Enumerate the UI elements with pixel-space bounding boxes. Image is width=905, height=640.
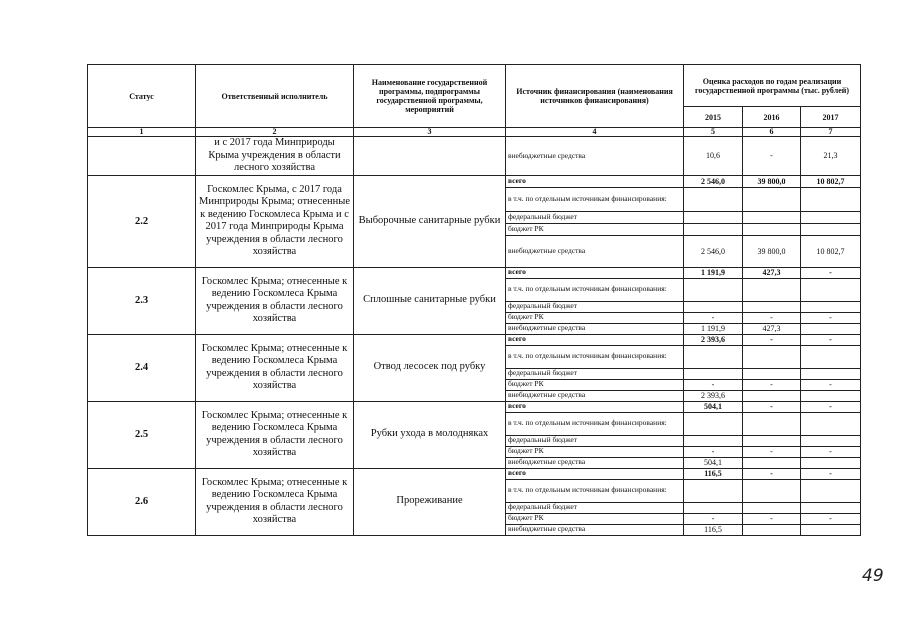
amount-2017-cell	[801, 502, 861, 513]
executor-cell: Госкомлес Крыма; отнесенные к ведению Госкомлеса Крыма учреждения в области лесного хозяйства	[196, 334, 354, 401]
amount-2015-cell: 116,5	[684, 468, 743, 479]
amount-2017-cell: -	[801, 334, 861, 345]
amount-2016-cell	[743, 479, 801, 502]
amount-2017-cell	[801, 390, 861, 401]
amount-2015-cell: -	[684, 379, 743, 390]
table-row	[88, 175, 861, 187]
column-number: 5	[684, 128, 743, 137]
funding-source-cell: федеральный бюджет	[506, 211, 684, 223]
measure-name-cell	[354, 137, 506, 176]
status-code-cell: 2.6	[88, 468, 196, 535]
header-row	[88, 65, 861, 107]
amount-2017-cell	[801, 323, 861, 334]
funding-source-cell: федеральный бюджет	[506, 435, 684, 446]
funding-source-cell: федеральный бюджет	[506, 301, 684, 312]
amount-2015-cell	[684, 278, 743, 301]
amount-2016-cell	[743, 524, 801, 535]
amount-2017-cell: -	[801, 468, 861, 479]
table-row	[88, 468, 861, 479]
amount-2017-cell	[801, 301, 861, 312]
amount-2016-cell: -	[743, 379, 801, 390]
amount-2015-cell	[684, 435, 743, 446]
amount-2015-cell: 2 393,6	[684, 334, 743, 345]
measure-name-cell: Отвод лесосек под рубку	[354, 334, 506, 401]
page-number: 49	[862, 566, 884, 586]
executor-cell: Госкомлес Крыма, с 2017 года Минприроды Крыма; отнесенные к ведению Госкомлеса Крыма и с 2017 года Минприроды Крыма учреждения в области лесного хозяйства	[196, 175, 354, 267]
funding-source-cell: всего	[506, 468, 684, 479]
amount-2016-cell: -	[743, 312, 801, 323]
amount-2016-cell: -	[743, 513, 801, 524]
executor-cell: и с 2017 года Минприроды Крыма учреждения в области лесного хозяйства	[196, 137, 354, 176]
status-code-cell	[88, 137, 196, 176]
amount-2015-cell	[684, 223, 743, 235]
amount-2015-cell: 1 191,9	[684, 323, 743, 334]
amount-2017-cell	[801, 345, 861, 368]
funding-source-cell: всего	[506, 401, 684, 412]
amount-2017-cell: 10 802,7	[801, 175, 861, 187]
amount-2016-cell	[743, 435, 801, 446]
amount-2016-cell	[743, 502, 801, 513]
measure-name-cell: Прореживание	[354, 468, 506, 535]
table-row	[88, 137, 861, 176]
column-number: 2	[196, 128, 354, 137]
header-estimate: Оценка расходов по годам реализации государственной программы (тыс. рублей)	[684, 65, 861, 107]
amount-2017-cell: -	[801, 401, 861, 412]
amount-2017-cell	[801, 368, 861, 379]
column-number: 7	[801, 128, 861, 137]
table-row	[88, 267, 861, 278]
amount-2016-cell	[743, 457, 801, 468]
amount-2016-cell	[743, 368, 801, 379]
funding-source-cell: всего	[506, 267, 684, 278]
amount-2016-cell	[743, 211, 801, 223]
amount-2016-cell	[743, 187, 801, 211]
executor-cell: Госкомлес Крыма; отнесенные к ведению Госкомлеса Крыма учреждения в области лесного хозяйства	[196, 468, 354, 535]
amount-2017-cell	[801, 457, 861, 468]
funding-source-cell: бюджет РК	[506, 312, 684, 323]
amount-2017-cell	[801, 278, 861, 301]
amount-2016-cell	[743, 301, 801, 312]
column-number: 6	[743, 128, 801, 137]
amount-2016-cell: -	[743, 468, 801, 479]
amount-2015-cell: 504,1	[684, 457, 743, 468]
amount-2015-cell: -	[684, 513, 743, 524]
amount-2017-cell	[801, 211, 861, 223]
amount-2015-cell	[684, 368, 743, 379]
header-status: Статус	[88, 65, 196, 128]
funding-source-cell: внебюджетные средства	[506, 323, 684, 334]
measure-name-cell: Сплошные санитарные рубки	[354, 267, 506, 334]
amount-2015-cell	[684, 211, 743, 223]
amount-2015-cell: 2 393,6	[684, 390, 743, 401]
header-year: 2016	[743, 107, 801, 128]
funding-source-cell: бюджет РК	[506, 446, 684, 457]
amount-2016-cell	[743, 390, 801, 401]
funding-source-cell: в т.ч. по отдельным источникам финансирования:	[506, 187, 684, 211]
measure-name-cell: Рубки ухода в молодняках	[354, 401, 506, 468]
executor-cell: Госкомлес Крыма; отнесенные к ведению Госкомлеса Крыма учреждения в области лесного хозяйства	[196, 267, 354, 334]
amount-2016-cell: 39 800,0	[743, 175, 801, 187]
funding-source-cell: бюджет РК	[506, 513, 684, 524]
amount-2017-cell	[801, 412, 861, 435]
funding-source-cell: федеральный бюджет	[506, 502, 684, 513]
amount-2017-cell	[801, 435, 861, 446]
amount-2016-cell: -	[743, 401, 801, 412]
amount-2015-cell: 10,6	[684, 137, 743, 176]
amount-2016-cell: -	[743, 446, 801, 457]
header-name: Наименование государственной программы, подпрограммы государственной программы, мероприятий	[354, 65, 506, 128]
amount-2015-cell: 1 191,9	[684, 267, 743, 278]
amount-2015-cell: 116,5	[684, 524, 743, 535]
amount-2015-cell: -	[684, 446, 743, 457]
funding-source-cell: в т.ч. по отдельным источникам финансирования:	[506, 345, 684, 368]
amount-2017-cell: 21,3	[801, 137, 861, 176]
funding-source-cell: внебюджетные средства	[506, 457, 684, 468]
budget-table	[87, 64, 861, 536]
amount-2016-cell	[743, 278, 801, 301]
amount-2016-cell	[743, 345, 801, 368]
amount-2017-cell: -	[801, 312, 861, 323]
amount-2015-cell	[684, 345, 743, 368]
table-row	[88, 334, 861, 345]
executor-cell: Госкомлес Крыма; отнесенные к ведению Госкомлеса Крыма учреждения в области лесного хозяйства	[196, 401, 354, 468]
amount-2017-cell	[801, 187, 861, 211]
amount-2015-cell	[684, 412, 743, 435]
funding-source-cell: внебюджетные средства	[506, 137, 684, 176]
header-executor: Ответственный исполнитель	[196, 65, 354, 128]
status-code-cell: 2.2	[88, 175, 196, 267]
amount-2016-cell	[743, 223, 801, 235]
amount-2016-cell	[743, 412, 801, 435]
amount-2017-cell	[801, 479, 861, 502]
column-number: 1	[88, 128, 196, 137]
table-row	[88, 401, 861, 412]
funding-source-cell: внебюджетные средства	[506, 235, 684, 267]
amount-2016-cell: 39 800,0	[743, 235, 801, 267]
funding-source-cell: федеральный бюджет	[506, 368, 684, 379]
funding-source-cell: в т.ч. по отдельным источникам финансирования:	[506, 479, 684, 502]
amount-2017-cell: -	[801, 513, 861, 524]
amount-2015-cell	[684, 301, 743, 312]
header-year: 2017	[801, 107, 861, 128]
funding-source-cell: в т.ч. по отдельным источникам финансирования:	[506, 278, 684, 301]
header-source: Источник финансирования (наименования источников финансирования)	[506, 65, 684, 128]
status-code-cell: 2.5	[88, 401, 196, 468]
funding-source-cell: бюджет РК	[506, 379, 684, 390]
measure-name-cell: Выборочные санитарные рубки	[354, 175, 506, 267]
funding-source-cell: всего	[506, 175, 684, 187]
status-code-cell: 2.4	[88, 334, 196, 401]
amount-2016-cell: 427,3	[743, 323, 801, 334]
amount-2015-cell	[684, 479, 743, 502]
amount-2016-cell: -	[743, 137, 801, 176]
amount-2015-cell	[684, 187, 743, 211]
funding-source-cell: внебюджетные средства	[506, 390, 684, 401]
header-year: 2015	[684, 107, 743, 128]
funding-source-cell: в т.ч. по отдельным источникам финансирования:	[506, 412, 684, 435]
amount-2017-cell: -	[801, 446, 861, 457]
status-code-cell: 2.3	[88, 267, 196, 334]
amount-2017-cell: -	[801, 267, 861, 278]
column-numbers-row	[88, 128, 861, 137]
amount-2015-cell: 504,1	[684, 401, 743, 412]
amount-2015-cell: 2 546,0	[684, 235, 743, 267]
funding-source-cell: всего	[506, 334, 684, 345]
amount-2016-cell: -	[743, 334, 801, 345]
amount-2015-cell	[684, 502, 743, 513]
amount-2017-cell: 10 802,7	[801, 235, 861, 267]
amount-2015-cell: -	[684, 312, 743, 323]
amount-2017-cell	[801, 524, 861, 535]
amount-2017-cell	[801, 223, 861, 235]
amount-2017-cell: -	[801, 379, 861, 390]
amount-2015-cell: 2 546,0	[684, 175, 743, 187]
column-number: 4	[506, 128, 684, 137]
funding-source-cell: бюджет РК	[506, 223, 684, 235]
amount-2016-cell: 427,3	[743, 267, 801, 278]
column-number: 3	[354, 128, 506, 137]
funding-source-cell: внебюджетные средства	[506, 524, 684, 535]
